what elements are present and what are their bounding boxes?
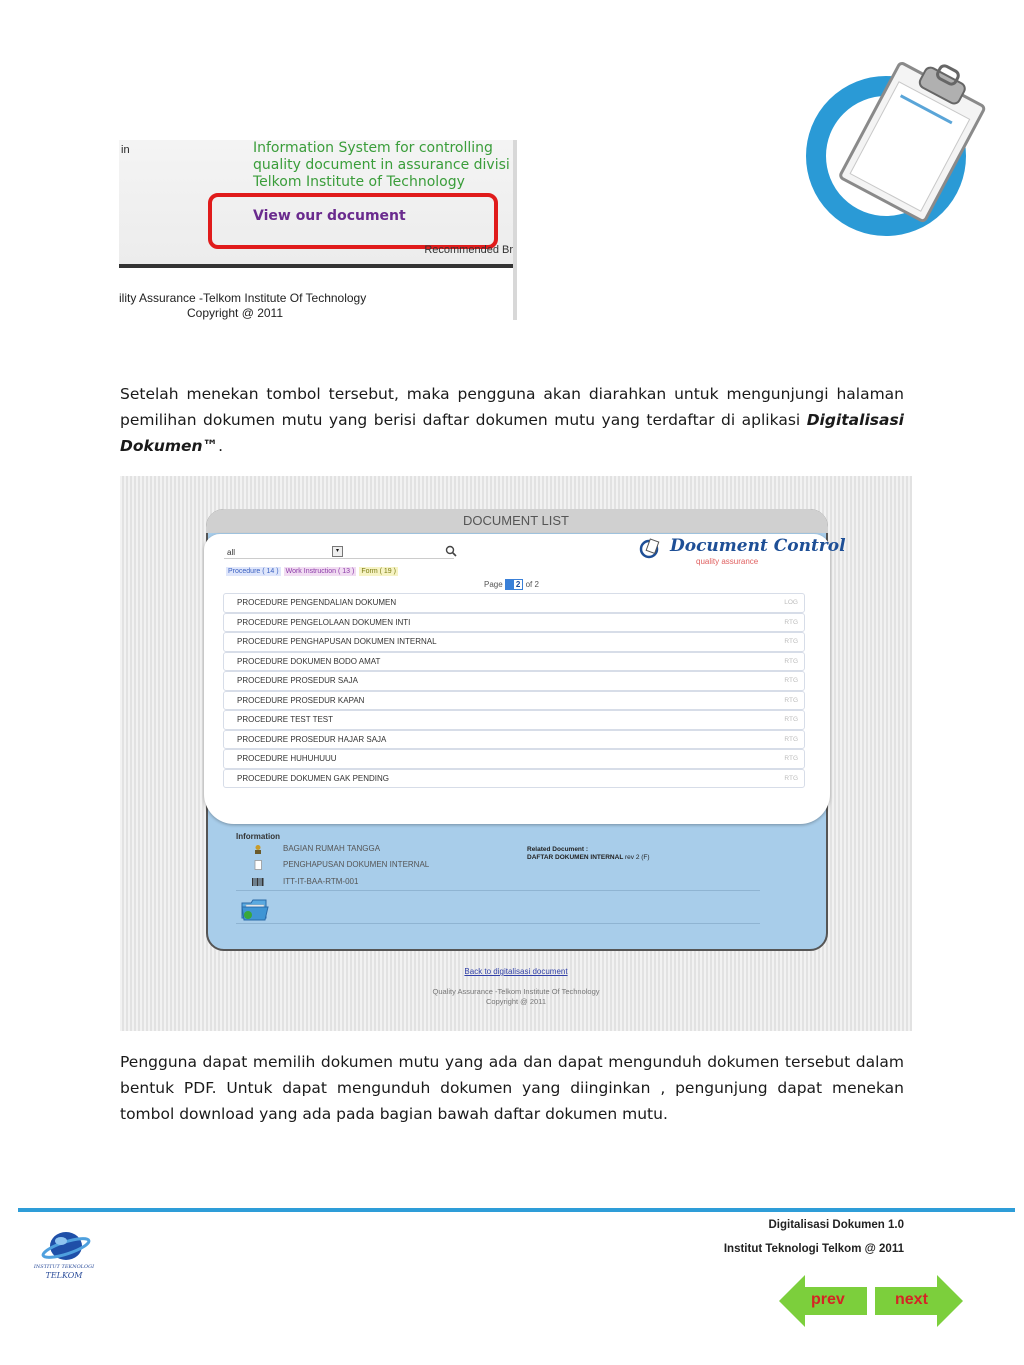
document-title[interactable]: PROCEDURE PROSEDUR KAPAN (237, 695, 365, 705)
logo-text-line1: INSTITUT TEKNOLOGI (33, 1264, 95, 1270)
page-1-link[interactable] (505, 579, 513, 590)
info-line: Telkom Institute of Technology (253, 174, 465, 190)
related-document-label: Related Document : (527, 846, 589, 853)
brand-subtitle: quality assurance (696, 557, 759, 566)
document-code: RTG (784, 755, 798, 762)
screenshot-home (119, 140, 519, 325)
scrollbar (513, 140, 517, 320)
information-heading: Information (236, 832, 280, 841)
document-title[interactable]: PROCEDURE PROSEDUR SAJA (237, 676, 358, 685)
document-code: RTG (784, 638, 798, 645)
footer-product: Digitalisasi Dokumen 1.0 (768, 1219, 904, 1231)
document-list-footer-line2: Copyright @ 2011 (485, 997, 546, 1006)
info-owner: BAGIAN RUMAH TANGGA (283, 844, 381, 853)
paragraph-intro-end: . (218, 437, 223, 455)
divider (119, 264, 515, 268)
search-icon[interactable] (445, 545, 457, 560)
table-row[interactable] (223, 671, 805, 691)
screenshot-footer-line1: ility Assurance -Telkom Institute Of Technology (119, 291, 367, 305)
document-title[interactable]: PROCEDURE DOKUMEN BODO AMAT (237, 656, 381, 666)
table-row[interactable] (223, 652, 805, 672)
table-row[interactable] (223, 613, 805, 633)
paragraph-intro-text: Setelah menekan tombol tersebut, maka pengguna akan diarahkan untuk mengunjungi halaman pemilihan dokumen mutu yang berisi daftar dokumen mutu yang terdaftar di aplikasi (120, 385, 904, 429)
document-code: RTG (784, 618, 798, 626)
owner-icon (253, 844, 263, 854)
document-title[interactable]: PROCEDURE DOKUMEN GAK PENDING (237, 773, 390, 783)
info-code: ITT-IT-BAA-RTM-001 (283, 877, 359, 886)
table-row[interactable] (223, 749, 805, 769)
filter-select[interactable]: all (227, 548, 236, 557)
clipboard-icon (806, 46, 992, 236)
footer-institution: Institut Teknologi Telkom @ 2011 (723, 1243, 904, 1255)
tab-form[interactable]: Form ( 19 ) (361, 568, 396, 575)
table-row[interactable] (223, 730, 805, 750)
document-title[interactable]: PROCEDURE HUHUHUUU (237, 754, 337, 763)
document-list-title: DOCUMENT LIST (463, 513, 569, 528)
info-separator-bottom (236, 923, 760, 924)
document-code: RTG (784, 677, 798, 684)
chevron-down-icon[interactable]: ▾ (332, 546, 343, 557)
pager-prefix: Page (484, 580, 503, 589)
document-code: RTG (784, 696, 798, 704)
brand-text: Document Control (670, 536, 846, 556)
info-line: Information System for controlling (253, 140, 493, 156)
logo-text-line2: TELKOM (45, 1271, 83, 1280)
left-fragment-label: in (121, 144, 130, 156)
pager-suffix: of 2 (525, 580, 539, 589)
next-label: next (895, 1291, 928, 1308)
screenshot-document-list (120, 476, 912, 1031)
document-rows (223, 593, 805, 788)
document-code: RTG (784, 716, 798, 723)
recommended-text: Recommended Br (424, 244, 513, 256)
screenshot-footer-line2: Copyright @ 2011 (187, 306, 284, 320)
document-code: RTG (784, 774, 798, 782)
footer-divider (18, 1208, 1015, 1212)
prev-button[interactable] (779, 1273, 867, 1329)
document-title[interactable]: PROCEDURE PENGHAPUSAN DOKUMEN INTERNAL (237, 637, 437, 646)
related-document-name[interactable]: DAFTAR DOKUMEN INTERNAL (527, 854, 624, 861)
search-field-underline (224, 558, 454, 559)
category-tabs (226, 568, 401, 575)
back-link[interactable]: Back to digitalisasi document (464, 967, 568, 976)
view-document-button[interactable]: View our document (253, 208, 406, 224)
document-list-footer-line1: Quality Assurance -Telkom Institute Of Technology (432, 987, 600, 996)
table-row[interactable] (223, 710, 805, 730)
info-line: quality document in assurance divisi (253, 157, 510, 173)
document-title[interactable]: PROCEDURE TEST TEST (237, 715, 334, 724)
paragraph-intro (120, 381, 904, 459)
folder-download-icon[interactable] (240, 896, 270, 922)
document-code: RTG (784, 735, 798, 743)
related-document-rev: rev 2 (F) (624, 854, 650, 861)
tab-procedure[interactable]: Procedure ( 14 ) (228, 568, 279, 575)
info-document: PENGHAPUSAN DOKUMEN INTERNAL (283, 860, 430, 869)
brand-title (638, 536, 846, 556)
table-row[interactable] (223, 632, 805, 652)
table-row[interactable] (223, 593, 805, 613)
document-code: RTG (784, 657, 798, 665)
info-text (253, 140, 515, 191)
table-row[interactable] (223, 769, 805, 789)
document-icon (253, 860, 263, 870)
document-title[interactable]: PROCEDURE PENGELOLAAN DOKUMEN INTI (237, 617, 411, 627)
document-code: LOG (784, 599, 798, 606)
paragraph-download: Pengguna dapat memilih dokumen mutu yang ada dan dapat mengunduh dokumen tersebut dalam bentuk PDF. Untuk dapat mengunduh dokumen yang diinginkan , pengunjung dapat menekan tombol download yang ada pada bagian bawah daftar dokumen mutu. (120, 1053, 904, 1123)
related-document[interactable] (527, 854, 650, 861)
tab-work-instruction[interactable]: Work Instruction ( 13 ) (285, 568, 355, 575)
document-title[interactable]: PROCEDURE PROSEDUR HAJAR SAJA (237, 734, 387, 744)
info-separator (236, 890, 760, 891)
next-button[interactable] (875, 1273, 965, 1329)
document-title[interactable]: PROCEDURE PENGENDALIAN DOKUMEN (237, 598, 397, 607)
barcode-icon (251, 877, 265, 887)
pagination (484, 579, 539, 590)
page-current[interactable]: 2 (513, 579, 523, 590)
table-row[interactable] (223, 691, 805, 711)
app-name-emphasis: Digitalisasi Dokumen™ (120, 411, 904, 455)
prev-label: prev (811, 1291, 845, 1308)
